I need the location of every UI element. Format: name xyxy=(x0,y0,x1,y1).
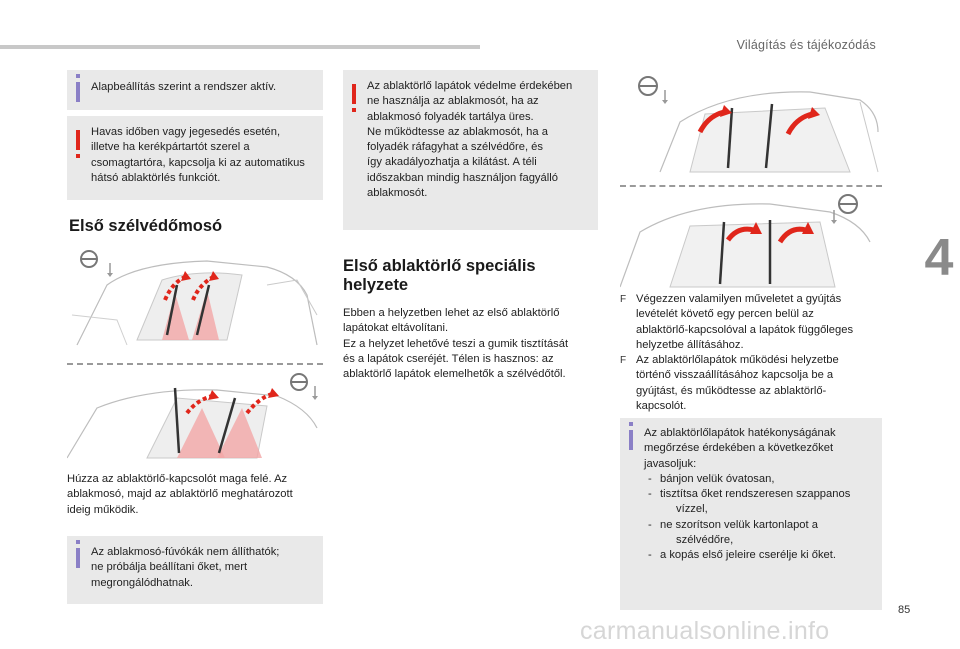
section-heading-special-position xyxy=(343,257,536,295)
wiper-stalk-icon xyxy=(662,90,668,104)
warning-line: ne használja az ablakmosót, ha az xyxy=(367,95,539,108)
step-item xyxy=(620,292,882,353)
info-icon xyxy=(629,430,633,450)
paragraph-line: Ebben a helyzetben lehet az első ablaktörlő xyxy=(343,307,560,319)
warning-line: Az ablaktörlő lapátok védelme érdekében xyxy=(367,80,573,92)
special-position-text xyxy=(343,306,598,382)
warning-icon xyxy=(352,84,356,104)
steering-wheel-icon xyxy=(839,195,857,213)
list-item-text: bánjon velük óvatosan, xyxy=(660,472,775,485)
illustration-divider xyxy=(67,363,323,365)
step-line: történő visszaállításához kapcsolja be a xyxy=(636,369,834,382)
step-line: ablaktörlő-kapcsolóval a lapátok függőleges xyxy=(636,323,854,336)
info-line: ne próbálja beállítani őket, mert xyxy=(91,561,248,574)
warning-line: hátsó ablaktörlés funkciót. xyxy=(91,171,221,184)
info-note-text: Alapbeállítás szerint a rendszer aktív. xyxy=(91,81,277,93)
paragraph-line: ablakmosó, majd az ablaktörlő meghatározott xyxy=(67,488,293,501)
paragraph-line: ablaktörlő lapátok elemelhetők a szélvédőtől. xyxy=(343,368,566,381)
step-line: Az ablaktörlőlapátok működési helyzetbe xyxy=(636,354,839,367)
warning-line: Havas időben vagy jegesedés esetén, xyxy=(91,126,281,138)
warning-line: illetve ha kerékpártartót szerel a xyxy=(91,141,250,154)
info-line: megrongálódhatnak. xyxy=(91,576,194,589)
step-line: levételét követő egy percen belül az xyxy=(636,308,814,321)
step-line: Végezzen valamilyen műveletet a gyújtás xyxy=(636,293,842,305)
warning-line: ablakmosót. xyxy=(367,187,428,200)
paragraph-line: Húzza az ablaktörlő-kapcsolót maga felé. Az xyxy=(67,473,288,485)
warning-line: Ne működtesse az ablakmosót, ha a xyxy=(367,125,548,138)
special-position-steps xyxy=(620,292,882,414)
info-note-default-active xyxy=(67,70,323,110)
page-number: 85 xyxy=(898,604,911,616)
washer-illustration-bottom xyxy=(67,368,323,463)
wiper-raised-illustration-top xyxy=(620,72,880,177)
header-rule xyxy=(0,45,480,49)
list-item-text: szélvédőre, xyxy=(676,534,734,547)
list-item: - bánjon velük óvatosan, xyxy=(648,472,775,485)
list-item: - a kopás első jeleire cserélje ki őket. xyxy=(648,549,836,562)
warning-line: ablakmosó folyadék tartálya üres. xyxy=(367,110,534,123)
paragraph-line: lapátokat eltávolítani. xyxy=(343,322,449,335)
warning-note-washer-fluid xyxy=(343,70,598,230)
wiper-stalk-icon xyxy=(312,386,318,400)
paragraph-line: Ez a helyzet lehetővé teszi a gumik tisztítását xyxy=(343,337,569,350)
illustration-divider xyxy=(620,185,882,187)
warning-line: folyadék ráfagyhat a szélvédőre, és xyxy=(367,141,543,154)
list-item-text: a kopás első jeleire cserélje ki őket. xyxy=(660,549,836,562)
info-line: Az ablaktörlőlapátok hatékonyságának xyxy=(644,427,836,439)
info-line: javasoljuk: xyxy=(644,457,697,470)
step-line: kapcsolót. xyxy=(636,400,687,413)
step-item xyxy=(620,353,882,414)
warning-line: csomagtartóra, kapcsolja ki az automatikus xyxy=(91,156,305,169)
step-line: helyzetbe állításához. xyxy=(636,338,744,351)
step-glyph: F xyxy=(620,355,627,367)
paragraph-line: ideig működik. xyxy=(67,503,139,516)
paragraph-line: és a lapátok cseréjét. Télen is hasznos: az xyxy=(343,352,554,365)
info-note-nozzles xyxy=(67,536,323,604)
info-icon xyxy=(76,548,80,568)
list-item-text: ne szorítson velük kartonlapot a xyxy=(660,518,818,531)
header-title: Világítás és tájékozódás xyxy=(736,38,876,52)
info-icon xyxy=(76,82,80,102)
info-note-blade-care xyxy=(620,418,882,610)
washer-instructions xyxy=(67,472,323,518)
info-line: Az ablakmosó-fúvókák nem állíthatók; xyxy=(91,546,280,558)
warning-note-rear-wiper xyxy=(67,116,323,200)
section-heading-washer: Első szélvédőmosó xyxy=(69,217,223,235)
step-glyph: F xyxy=(620,294,627,305)
care-list xyxy=(644,472,880,564)
info-line: megőrzése érdekében a következőket xyxy=(644,442,834,455)
chapter-number: 4 xyxy=(924,229,954,287)
list-item: - ne szorítson velük kartonlapot a szélvédőre, xyxy=(648,518,818,547)
warning-line: így akadályozhatja a kilátást. A téli xyxy=(367,156,537,169)
warning-icon xyxy=(76,130,80,150)
list-item: - tisztítsa őket rendszeresen szappanos vízzel, xyxy=(648,488,851,516)
heading-line: Első ablaktörlő speciális xyxy=(343,257,536,275)
washer-illustration-top xyxy=(67,245,323,355)
wiper-raised-illustration-bottom xyxy=(620,192,882,290)
step-line: gyújtást, és működtesse az ablaktörlő- xyxy=(636,384,827,397)
list-item-text: vízzel, xyxy=(676,503,708,516)
steering-wheel-icon xyxy=(639,77,657,95)
warning-line: időszakban mindig használjon fagyálló xyxy=(367,171,558,184)
heading-line: helyzete xyxy=(343,276,409,294)
steering-wheel-icon xyxy=(291,374,307,390)
list-item-text: tisztítsa őket rendszeresen szappanos xyxy=(660,488,851,501)
watermark: carmanualsonline.info xyxy=(580,617,830,645)
